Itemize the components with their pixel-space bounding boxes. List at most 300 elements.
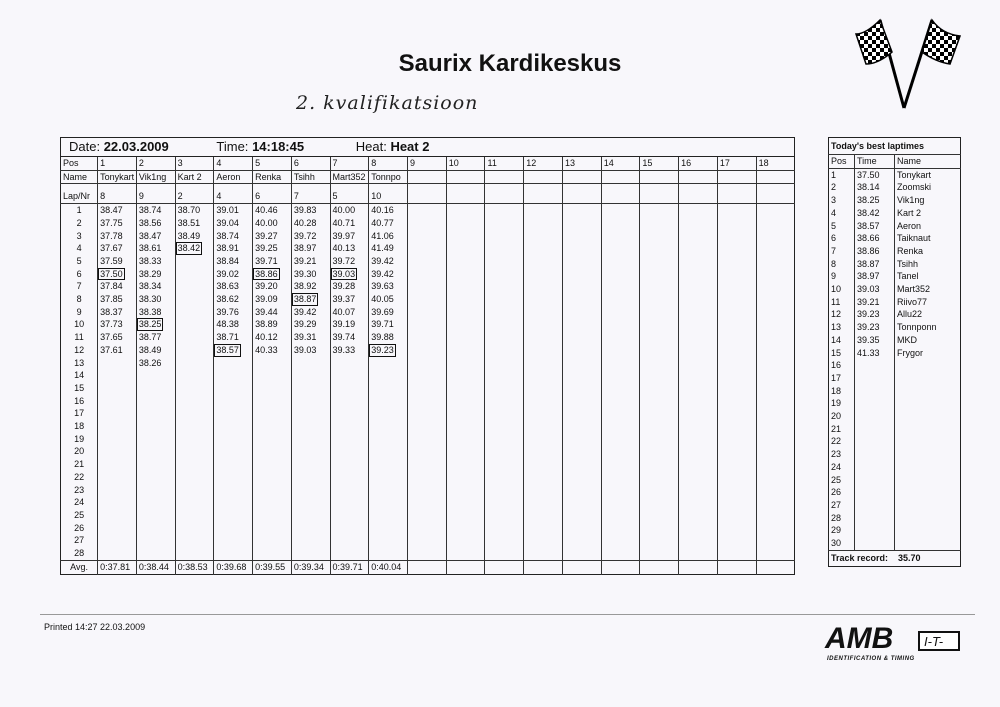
lap-time-cell bbox=[756, 496, 794, 509]
best-pos-cell: 2 bbox=[831, 182, 837, 193]
lap-time-value: 38.74 bbox=[138, 205, 162, 216]
lap-time-cell bbox=[601, 445, 640, 458]
lap-time-cell bbox=[562, 255, 601, 268]
lap-time-cell bbox=[485, 484, 524, 497]
best-pos-cell: 26 bbox=[831, 487, 842, 498]
best-name-cell bbox=[895, 474, 961, 487]
lap-time-cell bbox=[408, 280, 447, 293]
lap-time-value: 40.28 bbox=[293, 217, 317, 228]
lap-time-cell bbox=[330, 395, 369, 408]
lap-time-cell bbox=[717, 445, 756, 458]
lap-time-value: 40.46 bbox=[255, 205, 278, 216]
lap-time-cell bbox=[291, 458, 330, 471]
driver-name-cell bbox=[601, 170, 640, 184]
best-row bbox=[829, 359, 961, 372]
track-record-value: 35.70 bbox=[898, 552, 921, 563]
lap-time-cell bbox=[446, 547, 485, 560]
lap-time-cell bbox=[369, 484, 408, 497]
kart-number-cell bbox=[408, 190, 447, 203]
lap-time-value: 37.84 bbox=[100, 281, 123, 292]
lap-time-cell bbox=[524, 382, 563, 395]
lap-number-cell: 4 bbox=[76, 243, 82, 254]
lap-time-cell bbox=[369, 496, 408, 509]
lap-time-value: 39.21 bbox=[293, 255, 317, 266]
average-cell: 0:37.81 bbox=[98, 560, 137, 574]
lap-time-value: 39.29 bbox=[293, 319, 317, 330]
best-row bbox=[829, 220, 961, 233]
lap-time-cell bbox=[640, 230, 679, 243]
lap-time-cell bbox=[485, 331, 524, 344]
lap-time-cell bbox=[446, 471, 485, 484]
lap-time-cell bbox=[214, 522, 253, 535]
lap-number-cell: 23 bbox=[74, 484, 85, 495]
lap-time-cell bbox=[175, 509, 214, 522]
lap-time-cell bbox=[214, 357, 253, 370]
best-time-cell: 38.66 bbox=[855, 232, 895, 245]
kart-number-cell: 5 bbox=[330, 190, 369, 203]
lap-time-value: 39.72 bbox=[293, 230, 317, 241]
best-time-cell: 38.87 bbox=[855, 258, 895, 271]
lap-time-cell bbox=[214, 230, 253, 243]
lap-time-cell bbox=[408, 293, 447, 306]
kart-number-cell bbox=[524, 190, 563, 203]
lap-time-cell bbox=[524, 509, 563, 522]
lap-time-value: 40.07 bbox=[332, 306, 356, 317]
lap-time-value: 38.57 bbox=[216, 344, 239, 355]
lap-time-cell bbox=[601, 268, 640, 281]
printed-timestamp: Printed 14:27 22.03.2009 bbox=[44, 622, 146, 632]
best-pos-cell: 7 bbox=[831, 245, 837, 256]
best-lap-cell bbox=[136, 318, 175, 331]
best-name-cell: Allu22 bbox=[895, 308, 961, 321]
lap-time-cell bbox=[446, 230, 485, 243]
best-time-header: Time bbox=[855, 155, 895, 169]
lap-time-cell bbox=[291, 471, 330, 484]
lap-time-cell bbox=[98, 344, 137, 357]
lap-time-cell bbox=[446, 458, 485, 471]
lap-time-cell bbox=[369, 395, 408, 408]
lap-time-cell bbox=[756, 217, 794, 230]
lap-time-cell bbox=[98, 445, 137, 458]
lap-time-cell bbox=[408, 433, 447, 446]
lap-time-cell bbox=[98, 433, 137, 446]
lap-time-cell bbox=[524, 280, 563, 293]
lap-time-cell bbox=[330, 318, 369, 331]
lap-time-cell bbox=[601, 331, 640, 344]
lap-time-cell bbox=[679, 369, 718, 382]
best-time-cell bbox=[855, 512, 895, 525]
lap-time-cell bbox=[330, 204, 369, 217]
lap-time-cell bbox=[756, 458, 794, 471]
lap-time-cell bbox=[756, 407, 794, 420]
lap-time-cell bbox=[524, 407, 563, 420]
lap-time-cell bbox=[485, 534, 524, 547]
lap-time-cell bbox=[214, 382, 253, 395]
kart-number-cell bbox=[446, 190, 485, 203]
lap-row bbox=[61, 509, 795, 522]
position-cell: 4 bbox=[214, 157, 253, 171]
average-cell bbox=[485, 560, 524, 574]
lap-time-cell bbox=[601, 369, 640, 382]
lap-time-cell bbox=[253, 471, 292, 484]
average-cell: 0:39.68 bbox=[214, 560, 253, 574]
time-label: Time: bbox=[216, 139, 249, 154]
lap-time-cell bbox=[408, 344, 447, 357]
average-cell: 0:39.34 bbox=[291, 560, 330, 574]
lap-time-cell bbox=[524, 357, 563, 370]
lap-time-cell bbox=[446, 306, 485, 319]
lap-time-value: 38.62 bbox=[216, 294, 239, 305]
lap-row bbox=[61, 458, 795, 471]
lap-time-cell bbox=[291, 420, 330, 433]
lap-time-cell bbox=[485, 369, 524, 382]
lap-time-cell bbox=[175, 471, 214, 484]
lap-time-cell bbox=[253, 293, 292, 306]
best-time-cell bbox=[855, 435, 895, 448]
lap-time-value: 39.74 bbox=[332, 332, 356, 343]
lap-time-cell bbox=[408, 496, 447, 509]
lap-time-cell bbox=[214, 420, 253, 433]
lap-time-cell bbox=[214, 547, 253, 560]
lap-time-cell bbox=[136, 331, 175, 344]
lap-time-cell bbox=[524, 420, 563, 433]
lap-time-value: 38.42 bbox=[177, 243, 201, 254]
lap-time-cell bbox=[408, 471, 447, 484]
lap-time-cell bbox=[446, 407, 485, 420]
lap-time-cell bbox=[717, 268, 756, 281]
lap-time-cell bbox=[253, 534, 292, 547]
track-record bbox=[829, 550, 961, 566]
lap-time-cell bbox=[640, 445, 679, 458]
lap-time-cell bbox=[485, 306, 524, 319]
lap-row bbox=[61, 331, 795, 344]
lap-time-cell bbox=[562, 420, 601, 433]
lap-time-cell bbox=[136, 509, 175, 522]
lap-time-cell bbox=[136, 344, 175, 357]
lap-time-value: 48.38 bbox=[216, 319, 239, 330]
lap-time-cell bbox=[717, 318, 756, 331]
lap-time-cell bbox=[408, 407, 447, 420]
best-row bbox=[829, 296, 961, 309]
lap-time-cell bbox=[679, 344, 718, 357]
lap-time-cell bbox=[756, 280, 794, 293]
lap-time-cell bbox=[214, 445, 253, 458]
lap-time-cell bbox=[330, 420, 369, 433]
track-record-row bbox=[829, 550, 961, 566]
best-name-cell: Tsihh bbox=[895, 258, 961, 271]
track-record-label: Track record: bbox=[831, 552, 889, 563]
lap-time-cell bbox=[717, 509, 756, 522]
best-pos-cell: 10 bbox=[831, 284, 842, 295]
driver-name-cell: Mart352 bbox=[330, 170, 369, 184]
lap-number-cell: 8 bbox=[76, 294, 82, 305]
lap-time-cell bbox=[717, 534, 756, 547]
lap-time-cell bbox=[330, 230, 369, 243]
lap-time-cell bbox=[756, 306, 794, 319]
lap-time-cell bbox=[214, 318, 253, 331]
name-row bbox=[61, 170, 795, 184]
lap-time-cell bbox=[214, 433, 253, 446]
average-cell bbox=[679, 560, 718, 574]
lap-time-value: 39.42 bbox=[293, 306, 317, 317]
kart-number-cell bbox=[640, 190, 679, 203]
lap-time-cell bbox=[214, 407, 253, 420]
page-title: Saurix Kardikeskus bbox=[398, 50, 622, 77]
driver-name-cell bbox=[756, 170, 794, 184]
lap-time-cell bbox=[330, 306, 369, 319]
best-lap-cell bbox=[98, 268, 137, 281]
best-name-cell bbox=[895, 410, 961, 423]
lap-time-cell bbox=[291, 204, 330, 217]
average-cell bbox=[524, 560, 563, 574]
lap-time-cell bbox=[214, 458, 253, 471]
lap-time-cell bbox=[640, 458, 679, 471]
lap-time-cell bbox=[408, 318, 447, 331]
best-pos-cell: 30 bbox=[831, 538, 842, 549]
average-cell bbox=[601, 560, 640, 574]
lap-time-cell bbox=[98, 318, 137, 331]
lap-time-cell bbox=[601, 509, 640, 522]
lap-time-cell bbox=[253, 433, 292, 446]
lap-time-cell bbox=[175, 534, 214, 547]
lap-time-cell bbox=[369, 509, 408, 522]
best-row bbox=[829, 524, 961, 537]
lap-time-cell bbox=[524, 242, 563, 255]
best-row bbox=[829, 461, 961, 474]
lap-time-cell bbox=[369, 331, 408, 344]
checkered-flags-icon bbox=[852, 12, 964, 112]
lap-time-cell bbox=[601, 547, 640, 560]
best-name-cell bbox=[895, 512, 961, 525]
lap-time-cell bbox=[562, 242, 601, 255]
lap-time-cell bbox=[446, 496, 485, 509]
lap-time-cell bbox=[98, 204, 137, 217]
position-cell: 5 bbox=[253, 157, 292, 171]
position-cell: 15 bbox=[640, 157, 679, 171]
lap-time-cell bbox=[524, 458, 563, 471]
lap-time-cell bbox=[640, 547, 679, 560]
lap-time-value: 37.50 bbox=[100, 268, 123, 279]
lap-time-value: 38.38 bbox=[138, 306, 162, 317]
lap-time-cell bbox=[756, 484, 794, 497]
position-cell: 9 bbox=[408, 157, 447, 171]
best-row bbox=[829, 347, 961, 360]
best-pos-cell: 18 bbox=[831, 385, 842, 396]
lap-time-cell bbox=[601, 471, 640, 484]
lap-time-cell bbox=[408, 230, 447, 243]
lap-time-cell bbox=[214, 204, 253, 217]
driver-name-cell bbox=[446, 170, 485, 184]
lap-row bbox=[61, 395, 795, 408]
best-name-cell: Tanel bbox=[895, 270, 961, 283]
lap-time-cell bbox=[330, 458, 369, 471]
lap-time-value: 37.65 bbox=[100, 332, 123, 343]
lap-time-cell bbox=[408, 395, 447, 408]
lap-time-cell bbox=[330, 293, 369, 306]
lap-time-cell bbox=[136, 306, 175, 319]
best-lap-cell bbox=[291, 293, 330, 306]
best-name-cell: Zoomski bbox=[895, 181, 961, 194]
lap-time-cell bbox=[524, 496, 563, 509]
lap-time-cell bbox=[291, 534, 330, 547]
lap-time-cell bbox=[214, 280, 253, 293]
lap-time-cell bbox=[524, 230, 563, 243]
lap-time-cell bbox=[408, 484, 447, 497]
lap-time-cell bbox=[136, 280, 175, 293]
lap-time-cell bbox=[369, 280, 408, 293]
lap-time-cell bbox=[253, 445, 292, 458]
best-time-cell bbox=[855, 397, 895, 410]
lap-time-cell bbox=[601, 484, 640, 497]
lap-time-cell bbox=[601, 217, 640, 230]
lap-time-cell bbox=[291, 230, 330, 243]
best-row bbox=[829, 397, 961, 410]
lap-time-cell bbox=[98, 230, 137, 243]
lap-time-cell bbox=[136, 420, 175, 433]
lap-time-cell bbox=[369, 458, 408, 471]
lap-time-cell bbox=[214, 484, 253, 497]
lap-time-cell bbox=[369, 522, 408, 535]
lap-time-value: 41.49 bbox=[371, 243, 394, 254]
lap-time-cell bbox=[330, 369, 369, 382]
lap-time-value: 38.33 bbox=[138, 255, 162, 266]
handwritten-note: 2. kvalifikatsioon bbox=[296, 92, 479, 114]
lap-time-cell bbox=[601, 318, 640, 331]
best-pos-cell: 15 bbox=[831, 347, 842, 358]
lap-time-cell bbox=[369, 268, 408, 281]
lap-time-cell bbox=[756, 318, 794, 331]
lap-time-value: 38.87 bbox=[293, 294, 317, 305]
lap-time-value: 38.47 bbox=[100, 205, 123, 216]
position-cell: 12 bbox=[524, 157, 563, 171]
lap-time-cell bbox=[679, 509, 718, 522]
lap-time-cell bbox=[408, 445, 447, 458]
lap-number-cell: 7 bbox=[76, 281, 82, 292]
lap-time-cell bbox=[756, 268, 794, 281]
lap-time-value: 39.33 bbox=[332, 344, 356, 355]
best-time-cell bbox=[855, 486, 895, 499]
lap-time-value: 38.92 bbox=[293, 281, 317, 292]
logo-text: AMB bbox=[825, 622, 894, 655]
lap-time-cell bbox=[679, 268, 718, 281]
lap-time-cell bbox=[562, 268, 601, 281]
lap-row bbox=[61, 242, 795, 255]
lap-time-cell bbox=[446, 331, 485, 344]
lap-time-value: 37.75 bbox=[100, 217, 123, 228]
lap-time-cell bbox=[291, 433, 330, 446]
best-time-cell: 39.23 bbox=[855, 321, 895, 334]
lap-time-cell bbox=[175, 293, 214, 306]
lap-time-cell bbox=[330, 471, 369, 484]
lap-time-cell bbox=[136, 382, 175, 395]
lap-time-value: 39.97 bbox=[332, 230, 356, 241]
lap-time-cell bbox=[253, 357, 292, 370]
lap-time-cell bbox=[485, 318, 524, 331]
lap-time-cell bbox=[640, 306, 679, 319]
time-value: 14:18:45 bbox=[252, 139, 305, 154]
lap-time-cell bbox=[369, 255, 408, 268]
lap-number-cell: 2 bbox=[76, 217, 82, 228]
lap-time-cell bbox=[330, 382, 369, 395]
lap-time-cell bbox=[562, 280, 601, 293]
lap-time-value: 38.47 bbox=[138, 230, 162, 241]
lap-time-cell bbox=[679, 217, 718, 230]
lap-time-cell bbox=[175, 280, 214, 293]
lap-time-cell bbox=[136, 268, 175, 281]
lap-number-cell: 16 bbox=[74, 395, 85, 406]
best-pos-cell: 5 bbox=[831, 220, 837, 231]
best-name-cell bbox=[895, 448, 961, 461]
position-cell: 14 bbox=[601, 157, 640, 171]
lap-time-cell bbox=[601, 522, 640, 535]
lap-time-cell bbox=[562, 395, 601, 408]
best-pos-cell: 16 bbox=[831, 360, 842, 371]
best-pos-cell: 29 bbox=[831, 525, 842, 536]
lap-time-cell bbox=[601, 306, 640, 319]
lap-time-cell bbox=[408, 217, 447, 230]
lap-time-cell bbox=[601, 496, 640, 509]
lap-time-cell bbox=[214, 331, 253, 344]
lap-time-cell bbox=[291, 509, 330, 522]
lap-time-value: 39.63 bbox=[371, 281, 394, 292]
driver-name-cell: Tsihh bbox=[291, 170, 330, 184]
best-pos-cell: 8 bbox=[831, 258, 837, 269]
lap-time-cell bbox=[98, 471, 137, 484]
lap-time-cell bbox=[756, 357, 794, 370]
lap-time-cell bbox=[601, 534, 640, 547]
lap-time-cell bbox=[253, 458, 292, 471]
lap-time-cell bbox=[136, 522, 175, 535]
lap-time-cell bbox=[485, 268, 524, 281]
best-row bbox=[829, 258, 961, 271]
best-time-cell bbox=[855, 474, 895, 487]
lap-time-cell bbox=[640, 484, 679, 497]
lap-time-cell bbox=[679, 318, 718, 331]
lap-time-cell bbox=[717, 331, 756, 344]
lap-time-cell bbox=[98, 496, 137, 509]
lap-number-cell: 1 bbox=[76, 205, 82, 216]
lap-time-cell bbox=[562, 230, 601, 243]
lap-time-cell bbox=[214, 534, 253, 547]
best-pos-cell: 28 bbox=[831, 512, 842, 523]
lap-time-cell bbox=[679, 242, 718, 255]
lap-time-cell bbox=[446, 344, 485, 357]
position-cell: 1 bbox=[98, 157, 137, 171]
lap-time-value: 39.04 bbox=[216, 217, 239, 228]
lap-time-cell bbox=[369, 306, 408, 319]
lap-time-value: 38.34 bbox=[138, 281, 162, 292]
lap-time-cell bbox=[524, 369, 563, 382]
lap-time-cell bbox=[98, 458, 137, 471]
lap-time-cell bbox=[679, 534, 718, 547]
lap-time-cell bbox=[640, 433, 679, 446]
lap-time-cell bbox=[562, 547, 601, 560]
lap-time-cell bbox=[214, 509, 253, 522]
amb-logo bbox=[823, 620, 965, 664]
lap-row bbox=[61, 534, 795, 547]
lap-time-cell bbox=[446, 395, 485, 408]
kart-number-cell bbox=[562, 190, 601, 203]
lap-time-cell bbox=[175, 318, 214, 331]
lap-time-cell bbox=[291, 331, 330, 344]
lap-time-value: 38.30 bbox=[138, 294, 162, 305]
lap-time-cell bbox=[485, 280, 524, 293]
best-name-cell bbox=[895, 385, 961, 398]
lap-time-cell bbox=[330, 357, 369, 370]
best-lap-cell bbox=[330, 268, 369, 281]
lap-time-cell bbox=[717, 369, 756, 382]
lap-time-cell bbox=[562, 484, 601, 497]
